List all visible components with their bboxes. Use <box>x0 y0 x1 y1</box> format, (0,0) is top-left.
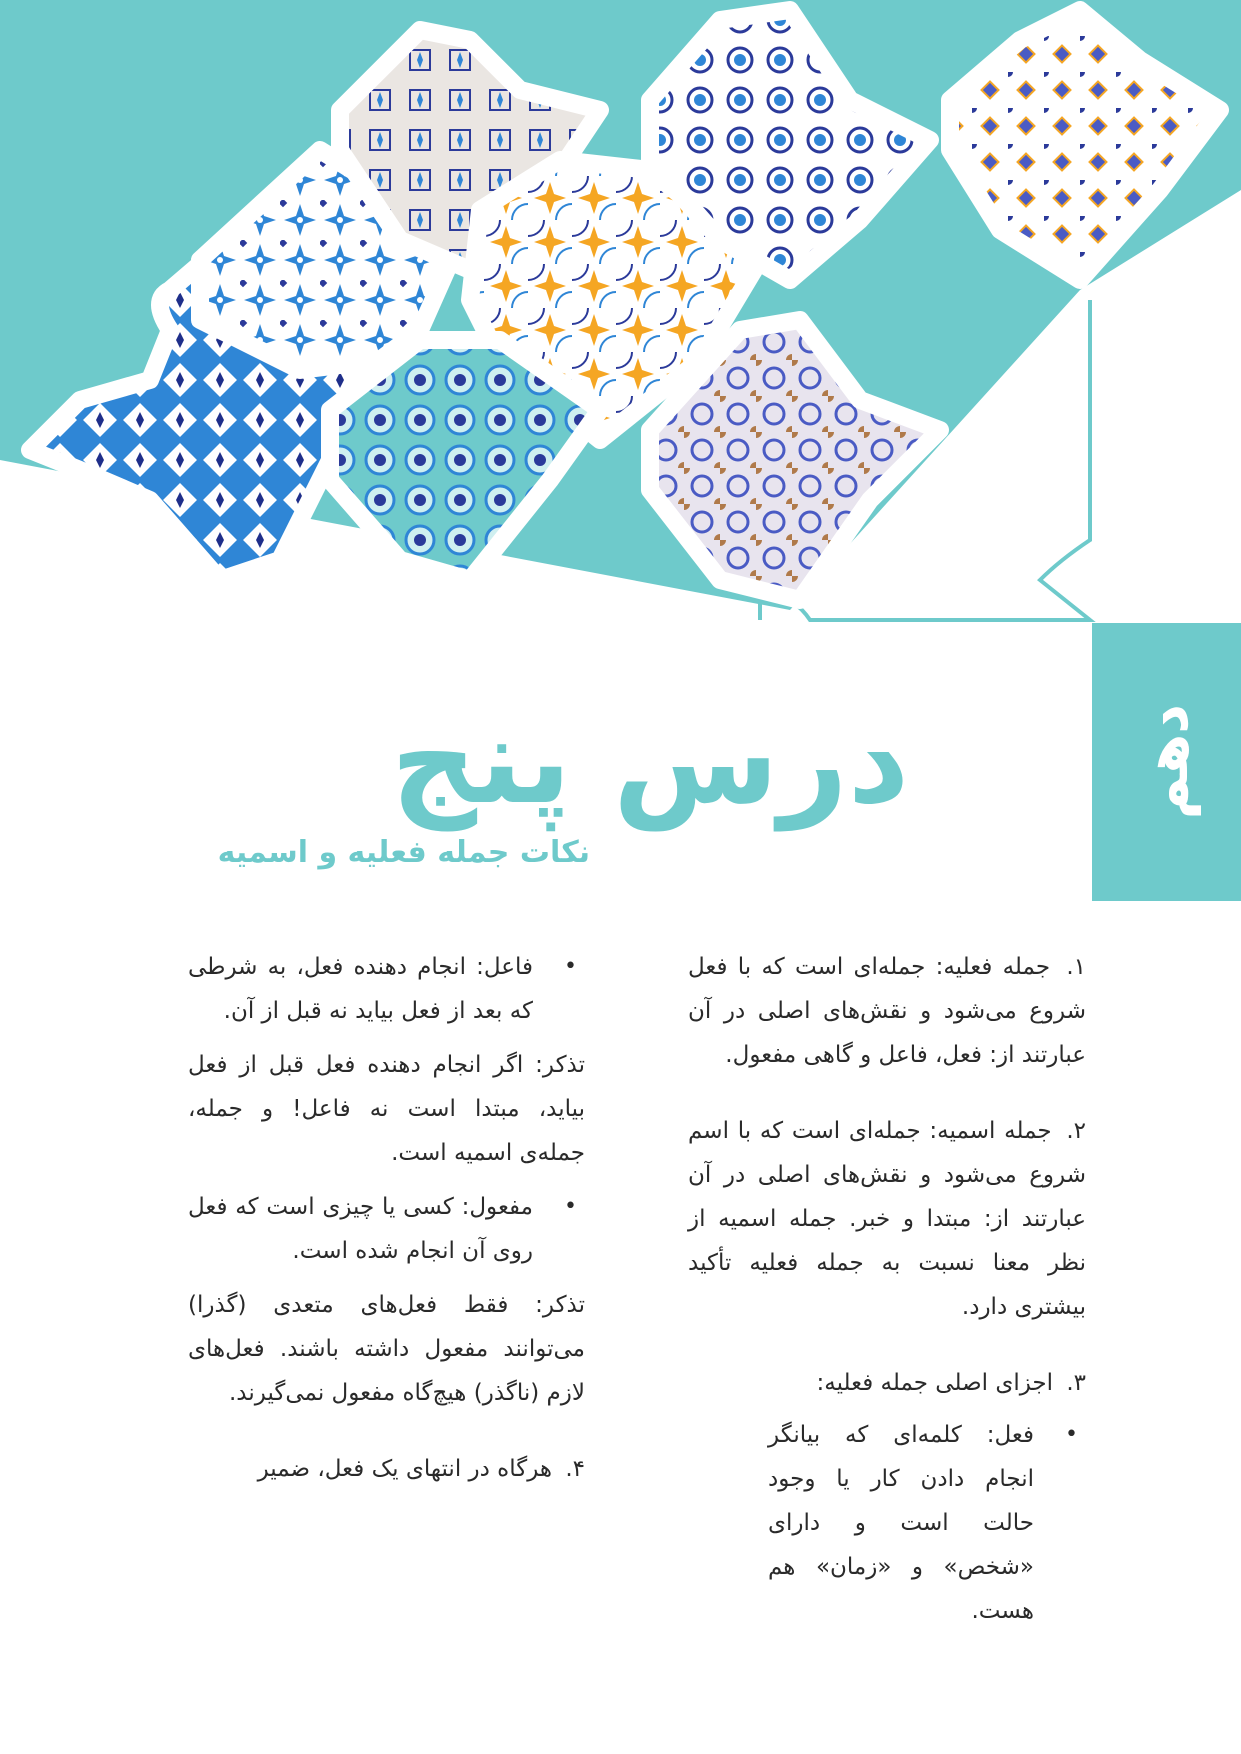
bullet-icon: • <box>564 954 577 979</box>
grade-label: دهم <box>1132 704 1201 820</box>
note-subject: تذکر: اگر انجام دهنده فعل قبل از فعل بیاید، مبتدا است نه فاعل! و جمله، جمله‌ی اسمیه است. <box>188 1052 585 1166</box>
bullet-text: مفعول: کسی یا چیزی است که فعل روی آن انجام شده است. <box>188 1194 533 1264</box>
item-number: ۲. <box>1066 1118 1086 1144</box>
bullet-item-verb <box>768 1413 1086 1633</box>
bullet-text: فاعل: انجام دهنده فعل، به شرطی که بعد از فعل بیاید نه قبل از آن. <box>188 954 533 1024</box>
bullet-icon: • <box>1065 1422 1078 1447</box>
item-text: اجزای اصلی جمله فعلیه: <box>816 1370 1054 1396</box>
item-text: هرگاه در انتهای یک فعل، ضمیر <box>257 1456 553 1482</box>
lesson-subtitle: نکات جمله فعلیه و اسمیه <box>217 835 590 870</box>
lesson-title: درس پنج <box>390 692 910 831</box>
item-number: ۳. <box>1066 1370 1086 1396</box>
numbered-item-1 <box>688 945 1086 1077</box>
right-column <box>688 945 1086 1643</box>
grade-tab <box>1092 623 1241 901</box>
decorative-tile-header <box>0 0 1241 640</box>
bullet-item-object <box>188 1185 585 1273</box>
numbered-item-4 <box>188 1447 585 1491</box>
bullet-text: فعل: کلمه‌ای که بیانگر انجام دادن کار یا وجود حالت است و دارای «شخص» و «زمان» هم هست. <box>768 1422 1034 1624</box>
bullet-icon: • <box>564 1194 577 1219</box>
note-object: تذکر: فقط فعل‌های متعدی (گذرا) می‌توانند مفعول داشته باشند. فعل‌های لازم (ناگذر) هیچ‌گاه مفعول نمی‌گیرند. <box>188 1292 585 1406</box>
numbered-item-3 <box>688 1361 1086 1405</box>
item-text: جمله اسمیه: جمله‌ای است که با اسم شروع می‌شود و نقش‌های اصلی در آن عبارتند از: مبتدا و خبر. جمله اسمیه از نظر معنا نسبت به جمله فعلیه تأکید بیشتری دارد. <box>688 1118 1086 1320</box>
item-number: ۴. <box>565 1456 585 1482</box>
item-number: ۱. <box>1066 954 1086 980</box>
bullet-item-subject <box>188 945 585 1033</box>
left-column <box>188 945 585 1491</box>
item-text: جمله فعلیه: جمله‌ای است که با فعل شروع می‌شود و نقش‌های اصلی در آن عبارتند از: فعل، فاعل و گاهی مفعول. <box>688 954 1086 1068</box>
numbered-item-2 <box>688 1109 1086 1329</box>
